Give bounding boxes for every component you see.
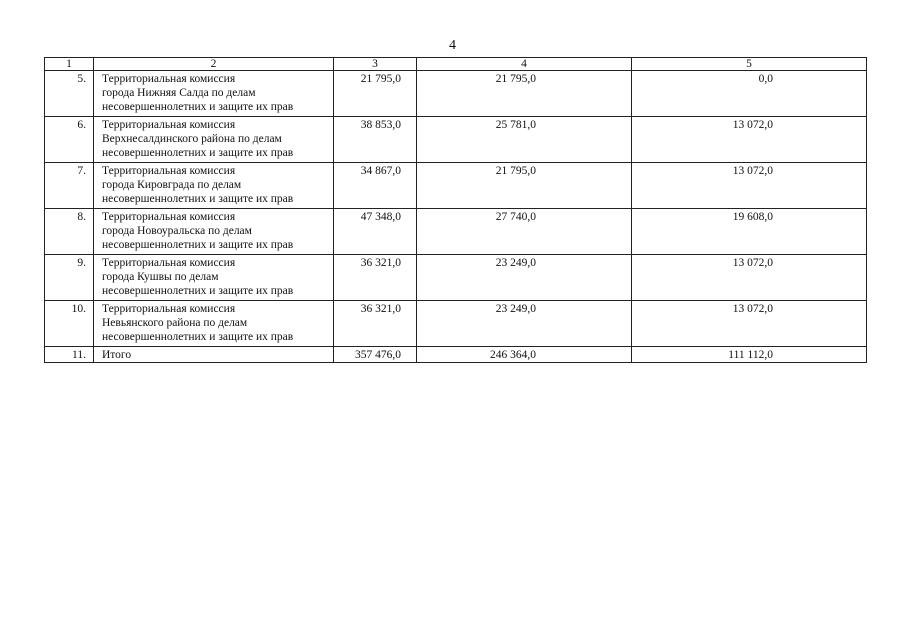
value-col-5: 19 608,0: [632, 209, 867, 255]
value-col-5: 0,0: [632, 71, 867, 117]
total-label: Итого: [94, 347, 334, 363]
row-number: 8.: [45, 209, 94, 255]
value-col-3: 36 321,0: [334, 255, 417, 301]
row-number: 7.: [45, 163, 94, 209]
table-row: [45, 209, 867, 255]
value-col-3: 47 348,0: [334, 209, 417, 255]
value-col-3: 38 853,0: [334, 117, 417, 163]
table-row: [45, 163, 867, 209]
commission-name: Территориальная комиссия Невьянского района по делам несовершеннолетних и защите их прав: [94, 301, 334, 347]
header-col-1: 1: [45, 58, 94, 71]
table-row: [45, 117, 867, 163]
total-col-5: 111 112,0: [632, 347, 867, 363]
commission-name: Территориальная комиссия города Кушвы по делам несовершеннолетних и защите их прав: [94, 255, 334, 301]
header-col-4: 4: [417, 58, 632, 71]
commission-name: Территориальная комиссия города Кировграда по делам несовершеннолетних и защите их прав: [94, 163, 334, 209]
allocation-table: [44, 57, 867, 363]
total-row-number: 11.: [45, 347, 94, 363]
total-col-3: 357 476,0: [334, 347, 417, 363]
page-number: 4: [449, 38, 456, 53]
value-col-4: 27 740,0: [417, 209, 632, 255]
value-col-5: 13 072,0: [632, 301, 867, 347]
value-col-4: 21 795,0: [417, 163, 632, 209]
value-col-4: 25 781,0: [417, 117, 632, 163]
table-row: [45, 301, 867, 347]
commission-name: Территориальная комиссия Верхнесалдинского района по делам несовершеннолетних и защите их прав: [94, 117, 334, 163]
value-col-3: 36 321,0: [334, 301, 417, 347]
table-total-row: [45, 347, 867, 363]
table-row: [45, 255, 867, 301]
row-number: 6.: [45, 117, 94, 163]
value-col-3: 34 867,0: [334, 163, 417, 209]
value-col-5: 13 072,0: [632, 163, 867, 209]
value-col-3: 21 795,0: [334, 71, 417, 117]
value-col-4: 23 249,0: [417, 255, 632, 301]
row-number: 9.: [45, 255, 94, 301]
row-number: 5.: [45, 71, 94, 117]
header-col-2: 2: [94, 58, 334, 71]
commission-name: Территориальная комиссия города Нижняя Салда по делам несовершеннолетних и защите их прав: [94, 71, 334, 117]
value-col-4: 23 249,0: [417, 301, 632, 347]
header-col-3: 3: [334, 58, 417, 71]
row-number: 10.: [45, 301, 94, 347]
total-col-4: 246 364,0: [417, 347, 632, 363]
header-col-5: 5: [632, 58, 867, 71]
value-col-5: 13 072,0: [632, 255, 867, 301]
value-col-5: 13 072,0: [632, 117, 867, 163]
table-header-row: [45, 58, 867, 71]
commission-name: Территориальная комиссия города Новоуральска по делам несовершеннолетних и защите их прав: [94, 209, 334, 255]
value-col-4: 21 795,0: [417, 71, 632, 117]
table-row: [45, 71, 867, 117]
